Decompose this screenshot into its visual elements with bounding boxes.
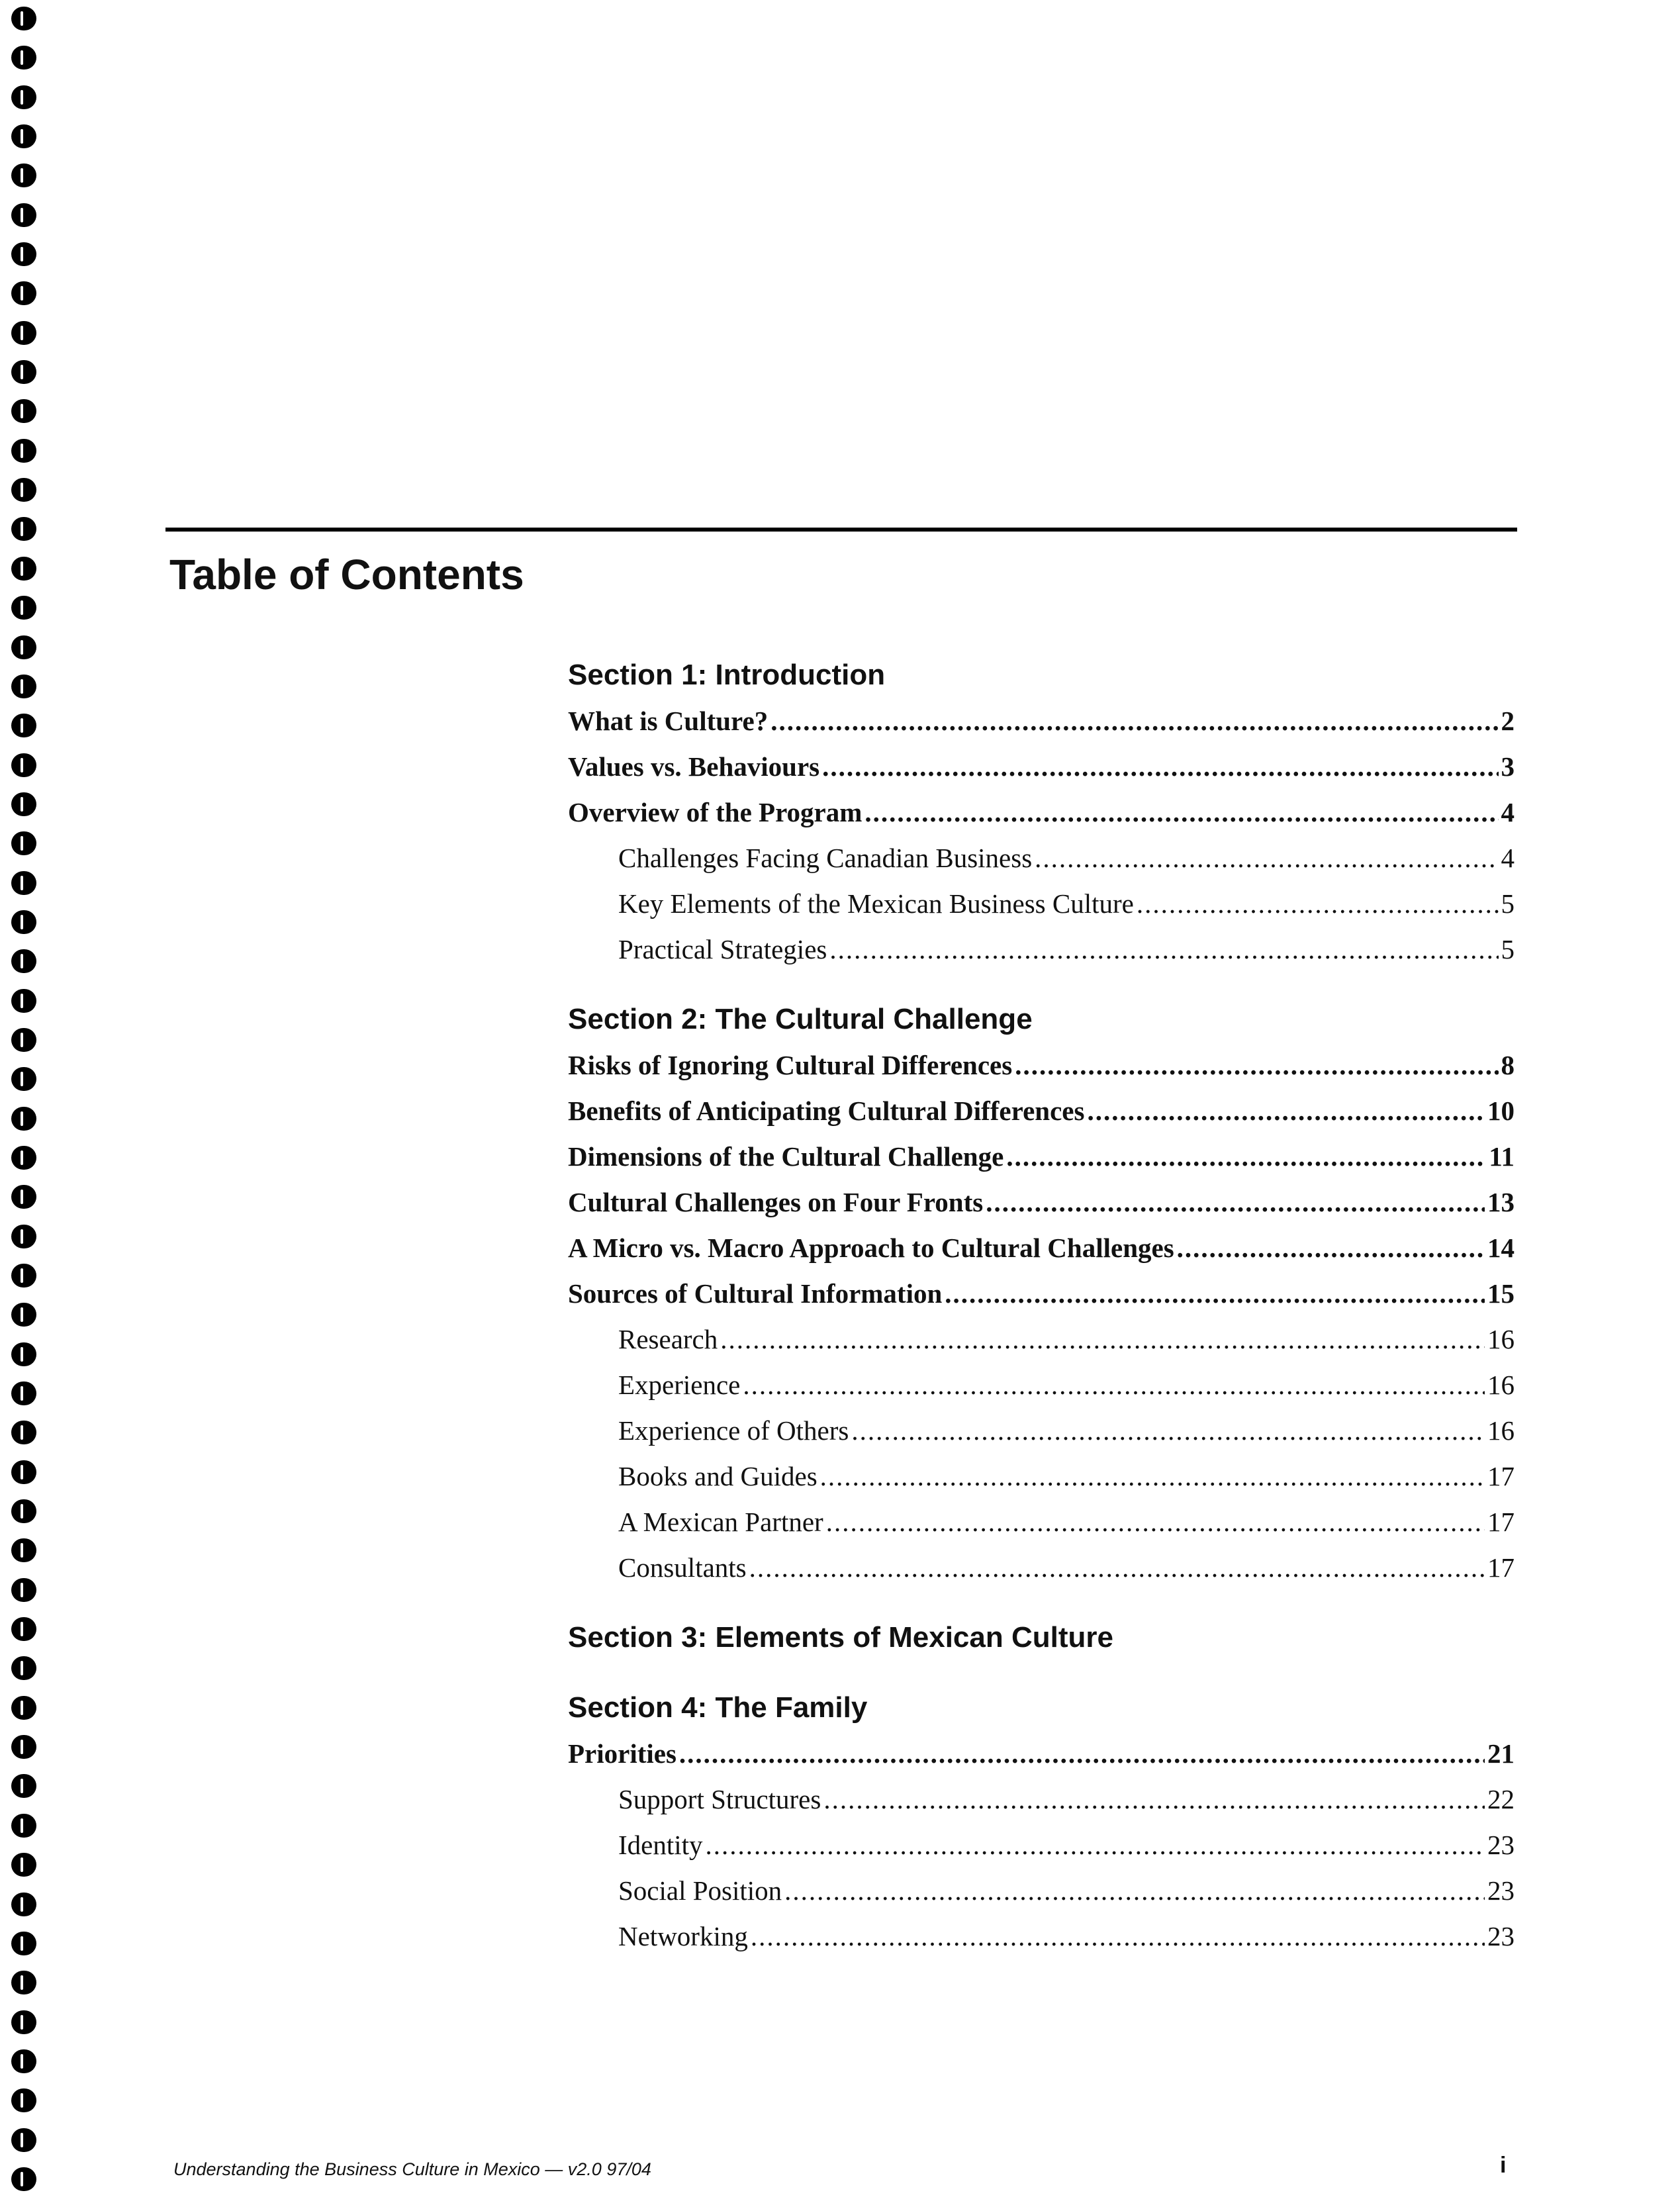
binding-hole	[11, 675, 36, 698]
footer-page-number: i	[1500, 2153, 1507, 2178]
toc-entry-title: Benefits of Anticipating Cultural Differences	[568, 1096, 1085, 1126]
toc-entry	[568, 1914, 1515, 1959]
binding-hole	[11, 1264, 36, 1288]
binding-hole	[11, 1853, 36, 1877]
binding-hole	[11, 2049, 36, 2073]
toc-entry-title: Dimensions of the Cultural Challenge	[568, 1141, 1004, 1172]
binding-hole	[11, 831, 36, 855]
toc-entry-page: 23	[1487, 1921, 1515, 1951]
binding-hole	[11, 203, 36, 227]
binding-hole	[11, 1460, 36, 1484]
toc-entry-title: Networking	[618, 1921, 748, 1951]
toc-entry-title: A Mexican Partner	[618, 1507, 823, 1537]
toc-entry-title: Social Position	[618, 1875, 782, 1906]
toc-entry	[568, 1731, 1515, 1777]
binding-hole	[11, 1656, 36, 1680]
toc-entry	[568, 1180, 1515, 1225]
toc-entry-title: Values vs. Behaviours	[568, 751, 820, 782]
binding-hole	[11, 2010, 36, 2034]
binding-hole	[11, 1774, 36, 1798]
toc-entry-title: Identity	[618, 1830, 703, 1860]
toc-entry-title: Experience	[618, 1370, 741, 1400]
spiral-binding	[8, 7, 40, 2191]
binding-hole	[11, 1421, 36, 1444]
dot-leader	[829, 927, 1498, 972]
footer-document-title: Understanding the Business Culture in Mexico — v2.0 97/04	[173, 2159, 651, 2179]
dot-leader	[679, 1731, 1485, 1777]
dot-leader	[826, 1499, 1485, 1545]
binding-hole	[11, 1107, 36, 1131]
binding-hole	[11, 2128, 36, 2152]
binding-hole	[11, 1932, 36, 1955]
binding-hole	[11, 871, 36, 895]
binding-hole	[11, 792, 36, 816]
binding-hole	[11, 1028, 36, 1052]
toc-entry-page: 11	[1489, 1141, 1515, 1172]
toc-entry-page: 21	[1487, 1738, 1515, 1769]
dot-leader	[1006, 1134, 1486, 1180]
toc-entry-title: Research	[618, 1324, 718, 1354]
dot-leader	[822, 744, 1498, 790]
toc-entry-title: Practical Strategies	[618, 934, 827, 964]
binding-hole	[11, 1971, 36, 1994]
binding-hole	[11, 478, 36, 502]
dot-leader	[1177, 1225, 1485, 1271]
binding-hole	[11, 1342, 36, 1366]
binding-hole	[11, 910, 36, 934]
page-title: Table of Contents	[169, 551, 524, 598]
dot-leader	[986, 1180, 1485, 1225]
toc-entry	[568, 1499, 1515, 1545]
toc-entry	[568, 927, 1515, 972]
toc-entry	[568, 1043, 1515, 1088]
binding-hole	[11, 281, 36, 305]
dot-leader	[720, 1317, 1485, 1362]
binding-hole	[11, 949, 36, 973]
toc-entry-page: 16	[1487, 1415, 1515, 1446]
binding-hole	[11, 124, 36, 148]
toc-entry-title: Overview of the Program	[568, 797, 863, 827]
dot-leader	[1087, 1088, 1485, 1134]
binding-hole	[11, 1538, 36, 1562]
binding-hole	[11, 85, 36, 109]
toc-entry-page: 23	[1487, 1830, 1515, 1860]
toc-section	[568, 996, 1515, 1591]
binding-hole	[11, 164, 36, 187]
dot-leader	[823, 1777, 1485, 1822]
toc-entry	[568, 1271, 1515, 1317]
toc-entry-page: 15	[1487, 1278, 1515, 1309]
binding-hole	[11, 635, 36, 659]
dot-leader	[743, 1362, 1485, 1408]
dot-leader	[945, 1271, 1485, 1317]
toc-entry-page: 23	[1487, 1875, 1515, 1906]
binding-hole	[11, 360, 36, 384]
toc-entry-title: Cultural Challenges on Four Fronts	[568, 1187, 984, 1217]
toc-entry-page: 10	[1487, 1096, 1515, 1126]
toc-entry	[568, 1408, 1515, 1454]
binding-hole	[11, 557, 36, 581]
binding-hole	[11, 7, 36, 30]
toc-entry	[568, 881, 1515, 927]
toc-entry	[568, 698, 1515, 744]
toc-entry-title: Experience of Others	[618, 1415, 849, 1446]
toc-entry	[568, 1362, 1515, 1408]
toc-section	[568, 1615, 1515, 1661]
toc-entry	[568, 1454, 1515, 1499]
toc-entry-title: Books and Guides	[618, 1461, 817, 1491]
binding-hole	[11, 1735, 36, 1759]
binding-hole	[11, 2088, 36, 2112]
toc-entry-page: 5	[1501, 934, 1515, 964]
dot-leader	[1137, 881, 1499, 927]
binding-hole	[11, 1303, 36, 1327]
binding-hole	[11, 1499, 36, 1523]
binding-hole	[11, 714, 36, 737]
binding-hole	[11, 2167, 36, 2191]
toc-entry	[568, 1868, 1515, 1914]
toc-section	[568, 1685, 1515, 1959]
toc-entry	[568, 1317, 1515, 1362]
toc-entry-page: 4	[1501, 797, 1515, 827]
table-of-contents	[568, 652, 1515, 1959]
toc-entry-page: 2	[1501, 706, 1515, 736]
toc-entry-page: 17	[1487, 1507, 1515, 1537]
dot-leader	[851, 1408, 1485, 1454]
toc-entry	[568, 1225, 1515, 1271]
toc-entry	[568, 1777, 1515, 1822]
toc-entry-title: Key Elements of the Mexican Business Culture	[618, 888, 1134, 919]
binding-hole	[11, 242, 36, 266]
binding-hole	[11, 753, 36, 777]
section-heading: Section 1: Introduction	[568, 659, 886, 691]
section-heading: Section 4: The Family	[568, 1691, 868, 1724]
binding-hole	[11, 1578, 36, 1602]
toc-entry-page: 17	[1487, 1552, 1515, 1583]
binding-hole	[11, 596, 36, 620]
section-heading: Section 3: Elements of Mexican Culture	[568, 1621, 1113, 1654]
binding-hole	[11, 1067, 36, 1091]
binding-hole	[11, 1225, 36, 1248]
header-rule	[165, 528, 1517, 532]
toc-entry-page: 16	[1487, 1324, 1515, 1354]
binding-hole	[11, 1893, 36, 1916]
toc-section	[568, 652, 1515, 972]
dot-leader	[751, 1914, 1485, 1959]
binding-hole	[11, 1814, 36, 1838]
binding-hole	[11, 399, 36, 423]
binding-hole	[11, 46, 36, 70]
dot-leader	[784, 1868, 1485, 1914]
toc-entry-page: 16	[1487, 1370, 1515, 1400]
toc-entry-page: 14	[1487, 1233, 1515, 1263]
toc-entry	[568, 790, 1515, 835]
toc-entry-title: Sources of Cultural Information	[568, 1278, 943, 1309]
binding-hole	[11, 517, 36, 541]
toc-entry-page: 22	[1487, 1784, 1515, 1814]
binding-hole	[11, 1146, 36, 1170]
binding-hole	[11, 989, 36, 1013]
toc-entry-page: 13	[1487, 1187, 1515, 1217]
dot-leader	[1015, 1043, 1498, 1088]
toc-entry-title: A Micro vs. Macro Approach to Cultural Challenges	[568, 1233, 1174, 1263]
dot-leader	[770, 698, 1498, 744]
dot-leader	[706, 1822, 1485, 1868]
toc-entry-page: 8	[1501, 1050, 1515, 1080]
toc-entry-title: Priorities	[568, 1738, 677, 1769]
toc-entry-title: Consultants	[618, 1552, 747, 1583]
dot-leader	[749, 1545, 1485, 1591]
binding-hole	[11, 1696, 36, 1720]
dot-leader	[1035, 835, 1498, 881]
binding-hole	[11, 1185, 36, 1209]
toc-entry-page: 17	[1487, 1461, 1515, 1491]
toc-entry	[568, 1134, 1515, 1180]
binding-hole	[11, 321, 36, 345]
toc-entry-page: 4	[1501, 843, 1515, 873]
toc-entry-title: Challenges Facing Canadian Business	[618, 843, 1033, 873]
dot-leader	[864, 790, 1498, 835]
toc-entry	[568, 835, 1515, 881]
toc-entry	[568, 1822, 1515, 1868]
toc-entry-page: 5	[1501, 888, 1515, 919]
binding-hole	[11, 1617, 36, 1641]
toc-entry-page: 3	[1501, 751, 1515, 782]
binding-hole	[11, 439, 36, 463]
toc-entry-title: What is Culture?	[568, 706, 769, 736]
binding-hole	[11, 1381, 36, 1405]
toc-entry	[568, 1545, 1515, 1591]
toc-entry-title: Support Structures	[618, 1784, 821, 1814]
toc-entry	[568, 1088, 1515, 1134]
section-heading: Section 2: The Cultural Challenge	[568, 1003, 1033, 1035]
dot-leader	[820, 1454, 1485, 1499]
toc-entry	[568, 744, 1515, 790]
toc-entry-title: Risks of Ignoring Cultural Differences	[568, 1050, 1013, 1080]
